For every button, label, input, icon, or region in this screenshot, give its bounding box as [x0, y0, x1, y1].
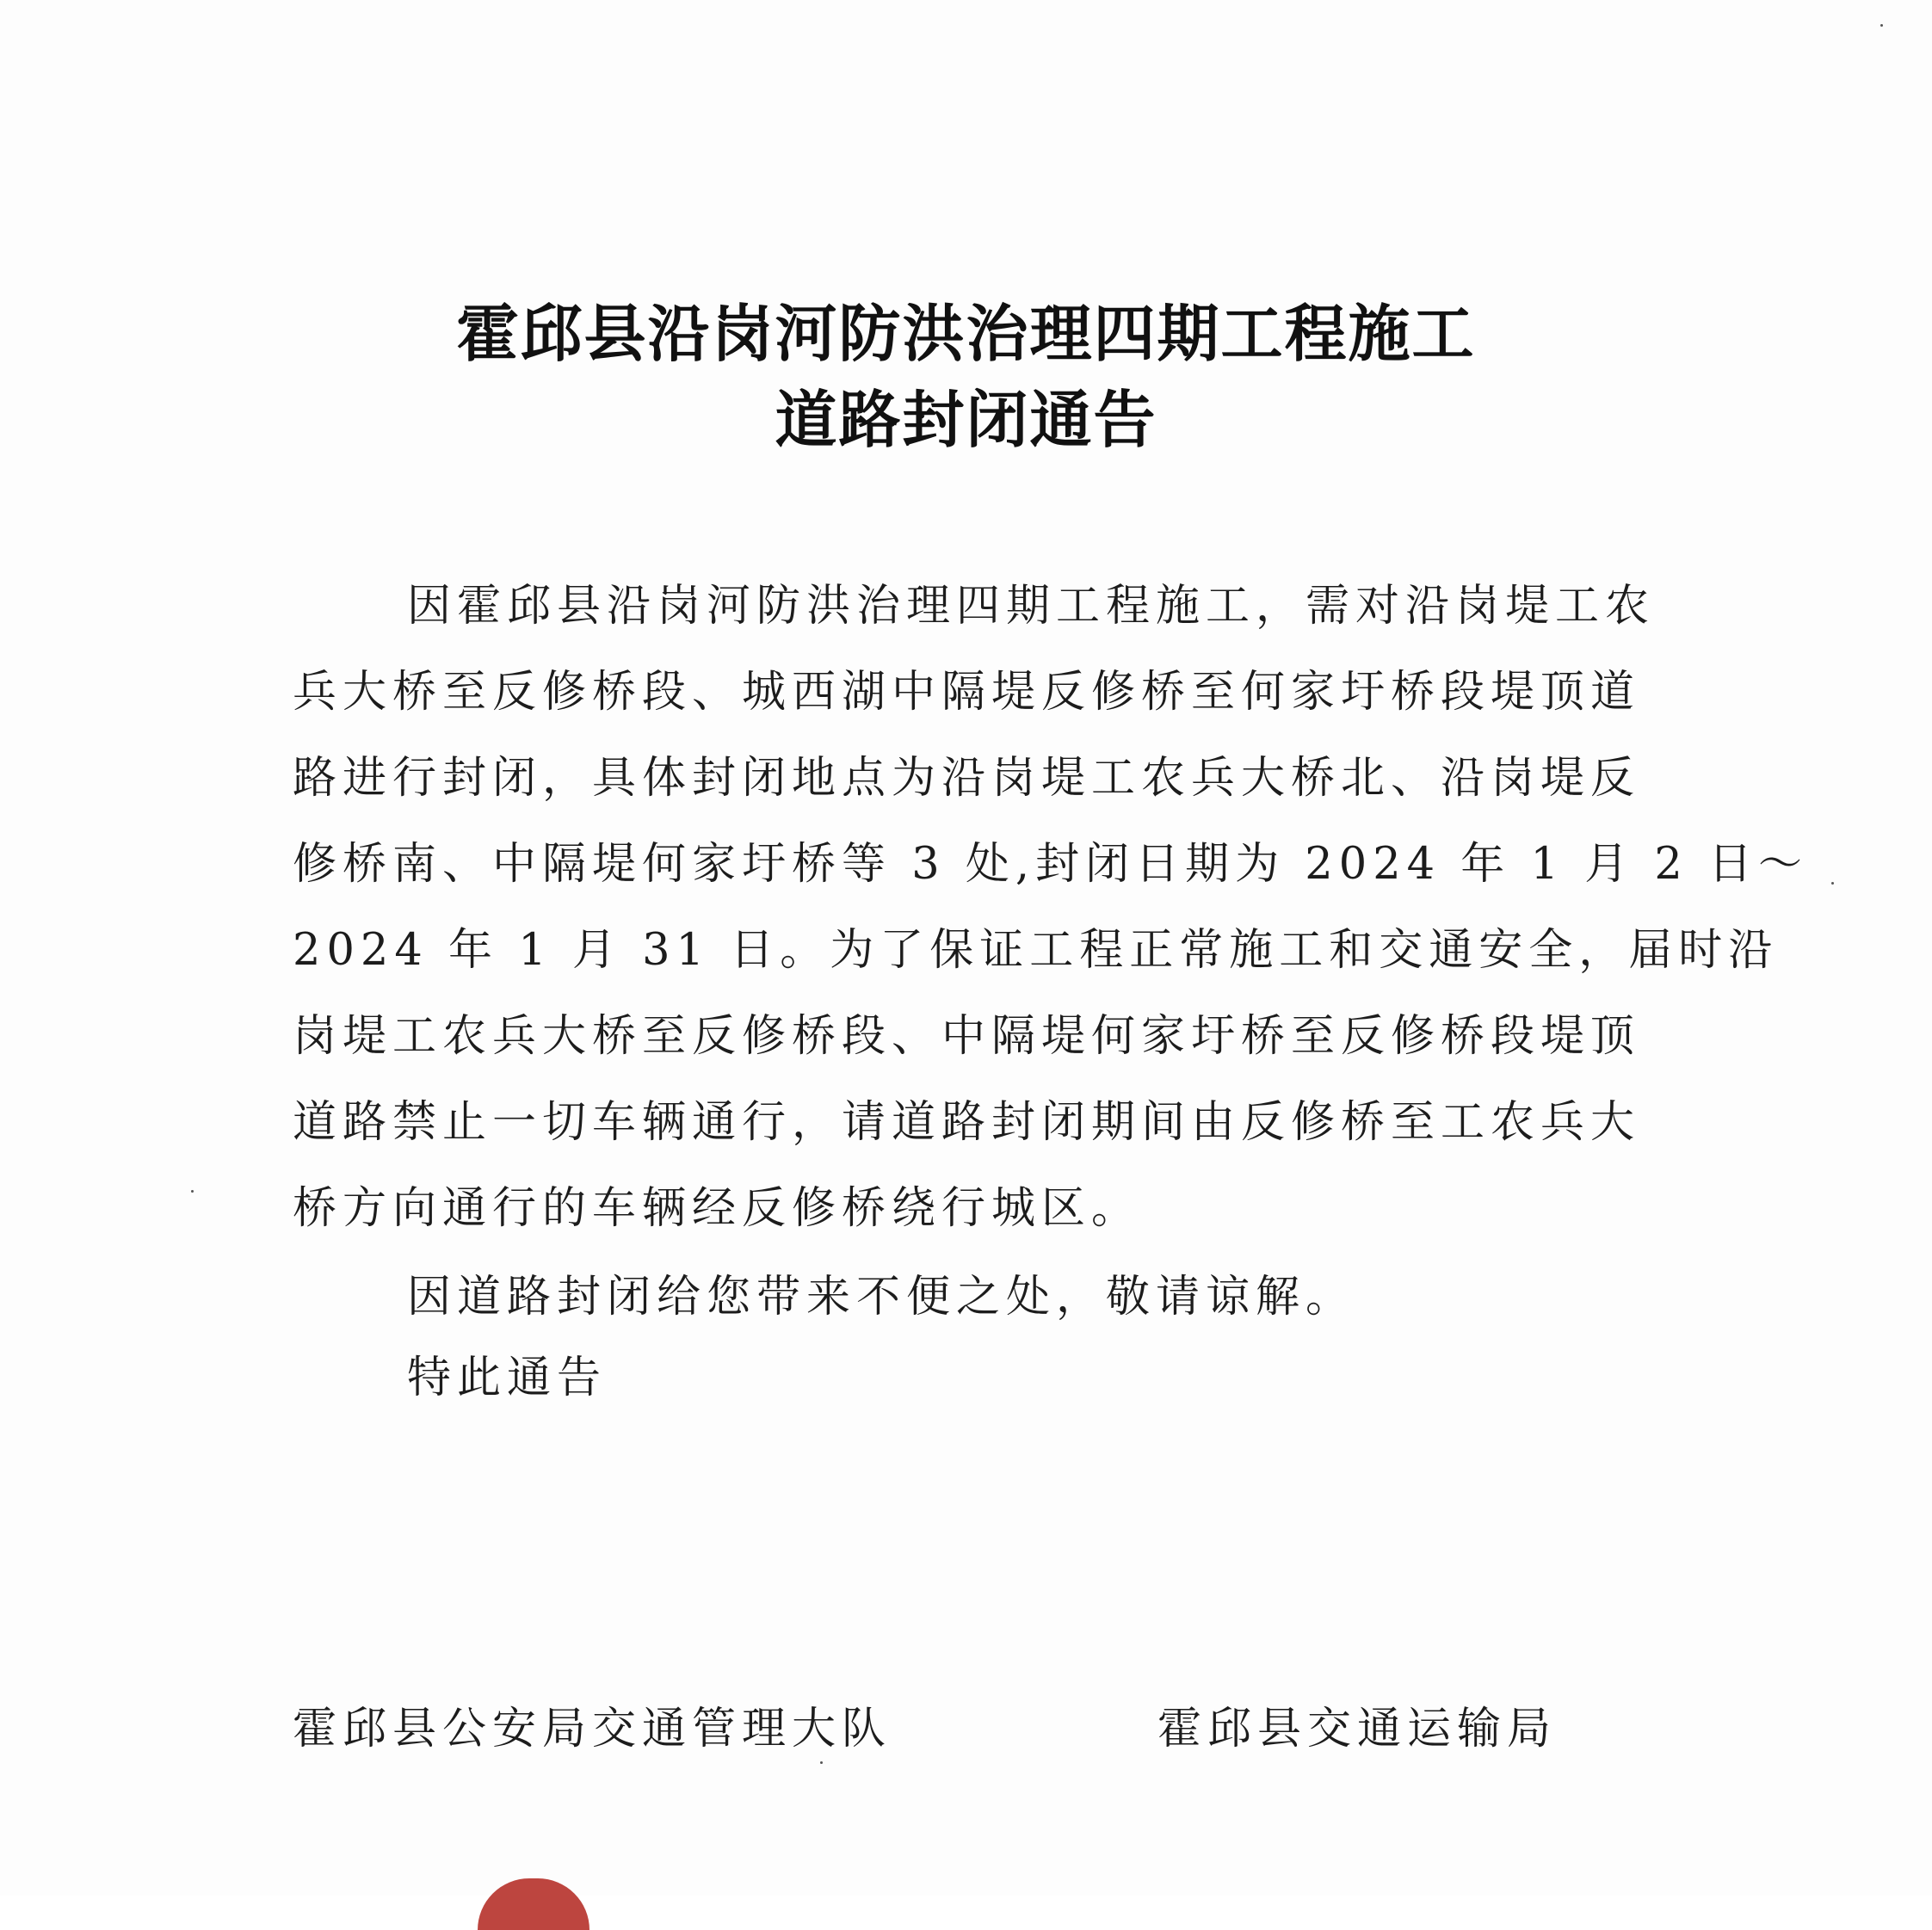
paragraph-line: 桥方向通行的车辆经反修桥绕行城区。 [293, 1183, 1142, 1234]
paragraph-line: 路进行封闭，具体封闭地点为沿岗堤工农兵大桥北、沿岗堤反 [293, 753, 1641, 804]
paragraph-line: 岗堤工农兵大桥至反修桥段、中隔堤何家圩桥至反修桥段堤顶 [293, 1011, 1641, 1062]
notice-title-line2: 道路封闭通告 [775, 384, 1157, 456]
paragraph-line: 兵大桥至反修桥段、城西湖中隔堤反修桥至何家圩桥段堤顶道 [293, 667, 1641, 718]
signer-transport-bureau: 霍邱县交通运输局 [1157, 1704, 1558, 1754]
paragraph-line: 道路禁止一切车辆通行，请道路封闭期间由反修桥至工农兵大 [293, 1097, 1641, 1148]
closing-text: 特此通告 [407, 1353, 608, 1403]
official-seal-stamp [478, 1878, 589, 1930]
scan-speck [191, 1190, 194, 1193]
paragraph-line: 2024 年 1 月 31 日。为了保证工程正常施工和交通安全，届时沿 [293, 925, 1779, 976]
signer-traffic-police: 霍邱县公安局交通管理大队 [293, 1704, 892, 1754]
paragraph-line: 因道路封闭给您带来不便之处，敬请谅解。 [407, 1272, 1356, 1323]
scan-speck [820, 1761, 823, 1764]
paragraph-line: 修桥南、中隔堤何家圩桥等 3 处,封闭日期为 2024 年 1 月 2 日～ [293, 839, 1809, 890]
notice-paragraph-1 [293, 564, 1809, 1252]
notice-paragraph-2 [407, 1255, 1827, 1341]
scan-speck [1831, 882, 1834, 885]
notice-closing [407, 1335, 1827, 1421]
paragraph-line: 因霍邱县沿岗河防洪治理四期工程施工，需对沿岗堤工农 [407, 581, 1656, 632]
notice-title-line1: 霍邱县沿岗河防洪治理四期工程施工 [456, 298, 1476, 370]
scan-speck [1880, 24, 1883, 27]
